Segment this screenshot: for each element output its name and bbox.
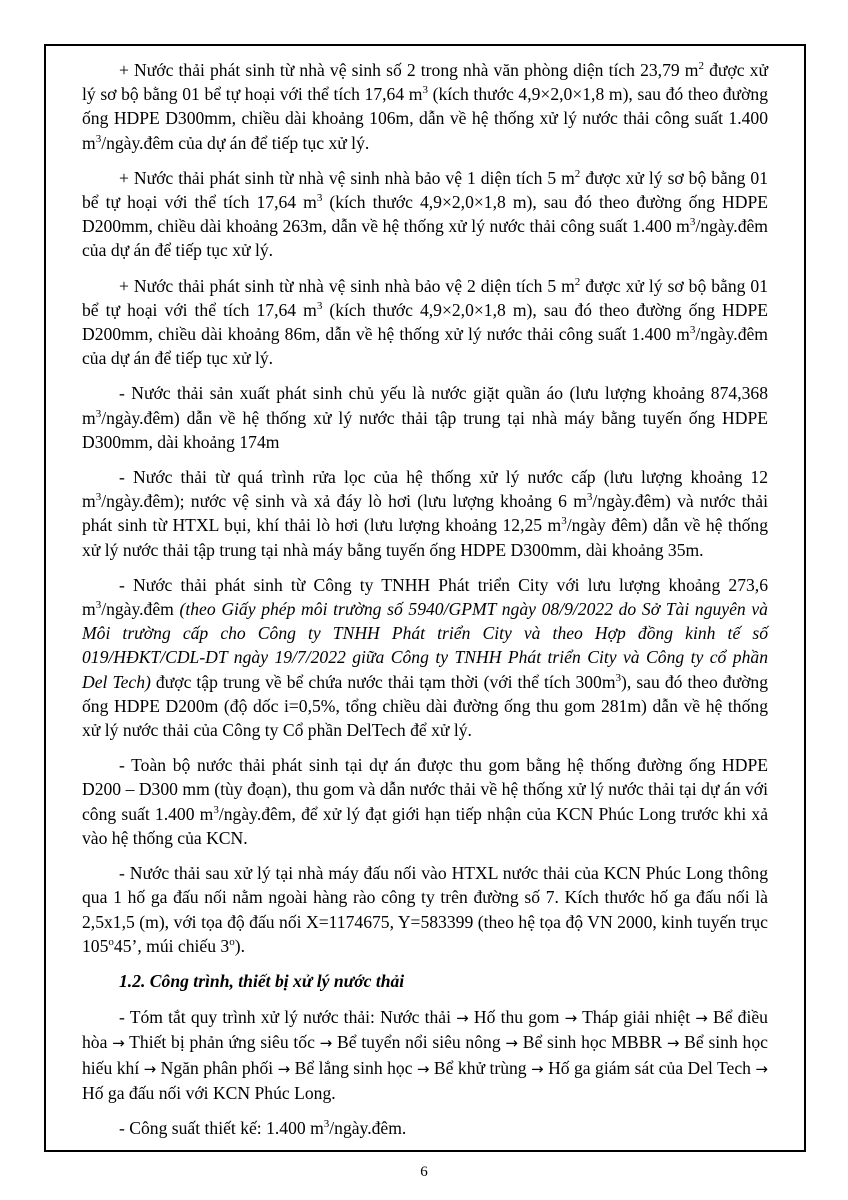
process-step: Bể sinh học hiếu khí [82,1032,768,1078]
process-step: Nước thải [380,1007,452,1028]
arrow-right-icon: → [755,1059,768,1078]
arrow-right-icon: → [416,1059,430,1078]
arrow-right-icon: → [531,1059,544,1078]
process-step: Thiết bị phản ứng siêu tốc [129,1032,315,1053]
arrow-right-icon: → [277,1059,291,1078]
paragraph-process-summary: - Tóm tắt quy trình xử lý nước thải: Nước thải → Hố thu gom → Tháp giải nhiệt → Bể điều hòa → Thiết bị phản ứng siêu tốc → Bể tuyển nổi siêu nông → Bể sinh học MBBR → Bể sinh học hiếu khí → Ngăn phân phối → Bể lắng sinh học → Bể khử trùng → Hố ga giám sát của Del Tech → Hố ga đấu nối với KCN Phúc Long. [82,1007,768,1103]
paragraph-wc2-office: + Nước thải phát sinh từ nhà vệ sinh số 2 trong nhà văn phòng diện tích 23,79 $m^2$ được xử lý sơ bộ bằng 01 bể tự hoại với thể tích 17,64 $m^3$ (kích thước 4,9×2,0×1,8 m), sau đó theo đường ống HDPE D300mm, chiều dài khoảng 106m, dẫn về hệ thống xử lý nước thải công suất 1.400 $m^3/ngày.đêm$ của dự án để tiếp tục xử lý. [82,60,768,153]
paragraph-guardhouse-1: + Nước thải phát sinh từ nhà vệ sinh nhà bảo vệ 1 diện tích 5 $m^2$ được xử lý sơ bộ bằng 01 bể tự hoại với thể tích 17,64 $m^3$ (kích thước 4,9×2,0×1,8 m), sau đó theo đường ống HDPE D200mm, chiều dài khoảng 263m, dẫn về hệ thống xử lý nước thải công suất 1.400 $m^3/ngày.đêm$ của dự án để tiếp tục xử lý. [82,167,768,261]
process-step: Bể lắng sinh học [294,1057,413,1078]
arrow-right-icon: → [112,1034,125,1053]
process-step: Ngăn phân phối [160,1057,274,1078]
paragraph-guardhouse-2: + Nước thải phát sinh từ nhà vệ sinh nhà bảo vệ 2 diện tích 5 $m^2$ được xử lý sơ bộ bằng 01 bể tự hoại với thể tích 17,64 $m^3$ (kích thước 4,9×2,0×1,8 m), sau đó theo đường ống HDPE D200mm, chiều dài khoảng 86m, dẫn về hệ thống xử lý nước thải công suất 1.400 $m^3/ngày.đêm$ của dự án để tiếp tục xử lý. [82,275,768,369]
paragraph-connection-manhole: - Nước thải sau xử lý tại nhà máy đấu nối vào HTXL nước thải của KCN Phúc Long thông qua 1 hố ga đấu nối nằm ngoài hàng rào công ty trên đường số 7. Kích thước hố ga đấu nối là 2,5x1,5 (m), với tọa độ đấu nối X=1174675, Y=583399 (theo hệ tọa độ VN 2000, kinh tuyến trục 105$^o$45’, múi chiếu 3$^o$). [82,863,768,956]
paragraph-design-capacity: - Công suất thiết kế: 1.400 $m^3/ngày.đêm$. [119,1117,407,1138]
process-step: Bể tuyển nổi siêu nông [336,1032,501,1053]
paragraph-filter-wash-wastewater: - Nước thải từ quá trình rửa lọc của hệ thống xử lý nước cấp (lưu lượng khoảng 12 $m^3/ngày.đêm$); nước vệ sinh và xả đáy lò hơi (lưu lượng khoảng 6 $m^3/ngày.đêm$) và nước thải phát sinh từ HTXL bụi, khí thải lò hơi (lưu lượng khoảng 12,25 $m^3$/ngày đêm) dẫn về hệ thống xử lý nước thải tập trung tại nhà máy bằng tuyến ống HDPE D300mm, dài khoảng 35m. [82,467,769,560]
arrow-right-icon: → [143,1059,157,1078]
process-step: Bể khử trùng [433,1057,527,1078]
arrow-right-icon: → [564,1009,578,1028]
arrow-right-icon: → [319,1034,333,1053]
process-step: Bể điều hòa [82,1007,768,1053]
paragraph-city-company-wastewater: - Nước thải phát sinh từ Công ty TNHH Phát triển City với lưu lượng khoảng 273,6 $m^3/ngày.đêm$ (theo Giấy phép môi trường số 5940/GPMT ngày 08/9/2022 do Sở Tài nguyên và Môi trường cấp cho Công ty TNHH Phát triển City và theo Hợp đồng kinh tế số 019/HĐKT/CDL-DT ngày 19/7/2022 giữa Công ty TNHH Phát triển City và Công ty cổ phần Del Tech) được tập trung về bể chứa nước thải tạm thời (với thể tích $300m^3$), sau đó theo đường ống HDPE D200m (độ dốc i=0,5%, tổng chiều dài đường ống thu gom 281m) dẫn về hệ thống xử lý nước thải của Công ty Cổ phần DelTech để xử lý. [82,574,769,741]
process-step: Tháp giải nhiệt [582,1007,691,1028]
process-step: Bể sinh học MBBR [522,1032,663,1053]
arrow-right-icon: → [456,1009,469,1028]
paragraph-collection-system: - Toàn bộ nước thải phát sinh tại dự án được thu gom bằng hệ thống đường ống HDPE D200 – D300 mm (tùy đoạn), thu gom và dẫn nước thải về hệ thống xử lý nước thải tại dự án với công suất 1.400 $m^3/ngày.đêm$, để xử lý đạt giới hạn tiếp nhận của KCN Phúc Long trước khi xả vào hệ thống của KCN. [82,755,769,848]
document-body [82,58,768,1151]
process-step: Hố ga giám sát của Del Tech [548,1057,751,1078]
arrow-right-icon: → [505,1034,518,1053]
process-step: Hố ga đấu nối với KCN Phúc Long. [82,1082,336,1103]
arrow-right-icon: → [666,1034,680,1053]
section-heading: 1.2. Công trình, thiết bị xử lý nước thải [119,970,405,991]
paragraph-production-wastewater: - Nước thải sản xuất phát sinh chủ yếu là nước giặt quần áo (lưu lượng khoảng 874,368 $m^3/ngày.đêm$) dẫn về hệ thống xử lý nước thải tập trung tại nhà máy bằng tuyến ống HDPE D300mm, dài khoảng 174m [82,383,768,452]
process-step: Hố thu gom [473,1007,560,1028]
arrow-right-icon: → [695,1009,708,1028]
page-number: 6 [420,1164,428,1180]
